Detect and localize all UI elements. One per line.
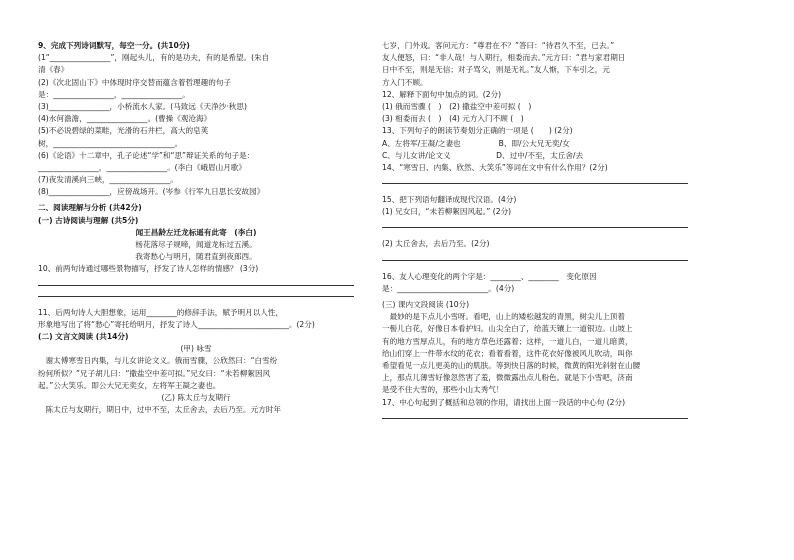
text-line: 我寄愁心与明月，随君直到夜郎西。 (135, 252, 257, 262)
answer-line (382, 418, 688, 419)
text-line: (3)________________，小桥流水人家。(马致远《天净沙·秋思) (38, 101, 247, 111)
text-line: 16、友人心理变化的两个字是：________、________ 变化原因 (382, 271, 597, 281)
text-line: (2)《次北固山下》中体现时序交替而蕴含着哲理趣的句子 (38, 77, 232, 87)
text-line: 树，________________________________。 (38, 138, 183, 148)
text-line: 13、下列句子的朗读节奏划分正确的一项是 ( ) (2分) (382, 126, 573, 136)
text-line: (5)不必说碧绿的菜畦，光滑的石井栏，高大的皂荚 (38, 126, 209, 136)
text-line: 友人便怒，曰：“非人哉！与人期行，相委而去。”元方曰：“君与家君期日 (382, 53, 626, 63)
answer-line (382, 183, 688, 184)
text-line: (2) 太丘舍去，去后乃至。(2分) (382, 239, 490, 249)
answer-line (38, 285, 354, 286)
text-line: 17、中心句起到了概括和总领的作用，请找出上面一段话的中心句 (2分) (382, 397, 626, 407)
text-line: 上，那点儿薄雪好像忽然害了羞，微微露出点儿粉色。就是下小雪吧，济南 (382, 373, 633, 383)
text-line: 七岁，门外戏。客问元方：“尊君在不？”答曰：“待君久不至，已去。” (382, 41, 615, 50)
text-line: 有的地方雪厚点儿，有的地方草色还露着；这样，一道儿白，一道儿暗黄， (382, 336, 633, 346)
text-line: 谢太傅寒雪日内集，与儿女讲论文义。俄而雪骤，公欣然曰：“白雪纷 (38, 356, 278, 366)
text-line: 方入门不顾。 (382, 77, 428, 87)
text-line: 最妙的是下点儿小雪呀。看吧，山上的矮松越发的青黑，树尖儿上顶着 (382, 312, 625, 322)
text-line: (6)《论语》十二章中，孔子论述“学”和“思”辩证关系的句子是： (38, 150, 255, 160)
text-line: (1“________________”，刚起头儿，有的是功夫，有的是希望。(朱自 (38, 53, 270, 63)
text-line: 是：________________，________________。 (38, 89, 190, 99)
text-line: (乙) 陈太丘与友期行 (161, 392, 231, 402)
answer-line (38, 296, 354, 297)
text-line: 10、前两句诗通过哪些景物描写，抒发了诗人怎样的情感？ (3分) (38, 264, 259, 274)
answer-line (382, 227, 688, 228)
text-line: 给山们穿上一件带水纹的花衣；看着看着，这件花衣好像被风儿吹动，叫你 (382, 348, 633, 358)
text-line: 日中不至，则是无信；对子骂父，则是无礼。”友人惭，下车引之，元 (382, 65, 610, 75)
text-line: (甲) 咏雪 (180, 344, 212, 354)
text-line: 清《春》 (38, 65, 69, 75)
text-line: ________________，________________。(李白《峨眉山月歌》 (38, 162, 246, 172)
left-column (38, 40, 354, 416)
text-line: 闻王昌龄左迁龙标遥有此寄 (李白) (135, 227, 257, 237)
text-line: (3) 相委而去 ( ) (4) 元方入门不顾 ( ) (382, 114, 524, 124)
text-line: 14、“寒雪日、内集、欣然、大笑乐”等词在文中有什么作用？(2分) (382, 162, 608, 172)
text-line: A、左将军/王凝/之妻也 B、即/公大兄无奕/女 (382, 138, 570, 148)
text-line: 杨花落尽子规啼，闻道龙标过五溪。 (135, 240, 257, 249)
text-line: 是受不住大雪的，那些小山太秀气！ (382, 385, 504, 395)
answer-line (382, 260, 688, 261)
text-line: 15、把下列语句翻译成现代汉语。(4分) (382, 195, 517, 205)
text-line: 11、后两句诗人大胆想象，运用________的修辞手法，赋予明月以人性， (38, 307, 284, 317)
text-line: (7)夜发清溪向三峡，________________。 (38, 175, 178, 185)
text-line: 希望看见一点儿更美的山的肌肤。等到快日落的时候，微黄的阳光斜射在山腰 (382, 360, 641, 370)
text-line: (8)________________，应傍战场开。(岑参《行军九日思长安故园》 (38, 187, 265, 197)
text-line: (三) 课内文段阅读 (10分) (382, 300, 470, 309)
text-line: (一) 古诗阅读与理解 (共5分) (38, 215, 139, 225)
text-line: 形象地写出了将“愁心”寄托给明月，抒发了诗人________________________。(2分) (38, 319, 315, 329)
text-line: 一髻儿白花，好像日本看护妇。山尖全白了，给蓝天镶上一道银边。山坡上 (382, 324, 633, 334)
text-line: 12、解释下面句中加点的词。(2分) (382, 89, 502, 99)
text-line: 9、完成下列诗词默写，每空一分。(共10分) (38, 41, 190, 50)
text-line: 纷何所似？”兄子胡儿曰：“撒盐空中差可拟。”兄女曰：“未若柳絮因风 (38, 368, 271, 378)
right-column (382, 40, 688, 429)
text-line: 是：________________________。(4分) (382, 283, 515, 293)
text-line: (1) 兄女曰，“未若柳絮因风起。” (2分) (382, 207, 512, 217)
text-line: (4)水何澹澹，________________。(曹操《观沧海》 (38, 114, 212, 124)
text-line: 起。”公大笑乐。即公大兄无奕女，左将军王凝之妻也。 (38, 380, 221, 390)
text-line: 二、阅读理解与分析 (共42分) (38, 203, 142, 213)
text-line: 陈太丘与友期行，期日中，过中不至，太丘舍去，去后乃至。元方时年 (38, 405, 281, 415)
text-line: (1) 俄而雪骤 ( ) (2) 撒盐空中差可拟 ( ) (382, 101, 532, 111)
text-line: (二) 文言文阅读 (共14分) (38, 331, 129, 341)
text-line: C、与儿女讲/论文义 D、过中/不至，太丘舍/去 (382, 150, 584, 160)
